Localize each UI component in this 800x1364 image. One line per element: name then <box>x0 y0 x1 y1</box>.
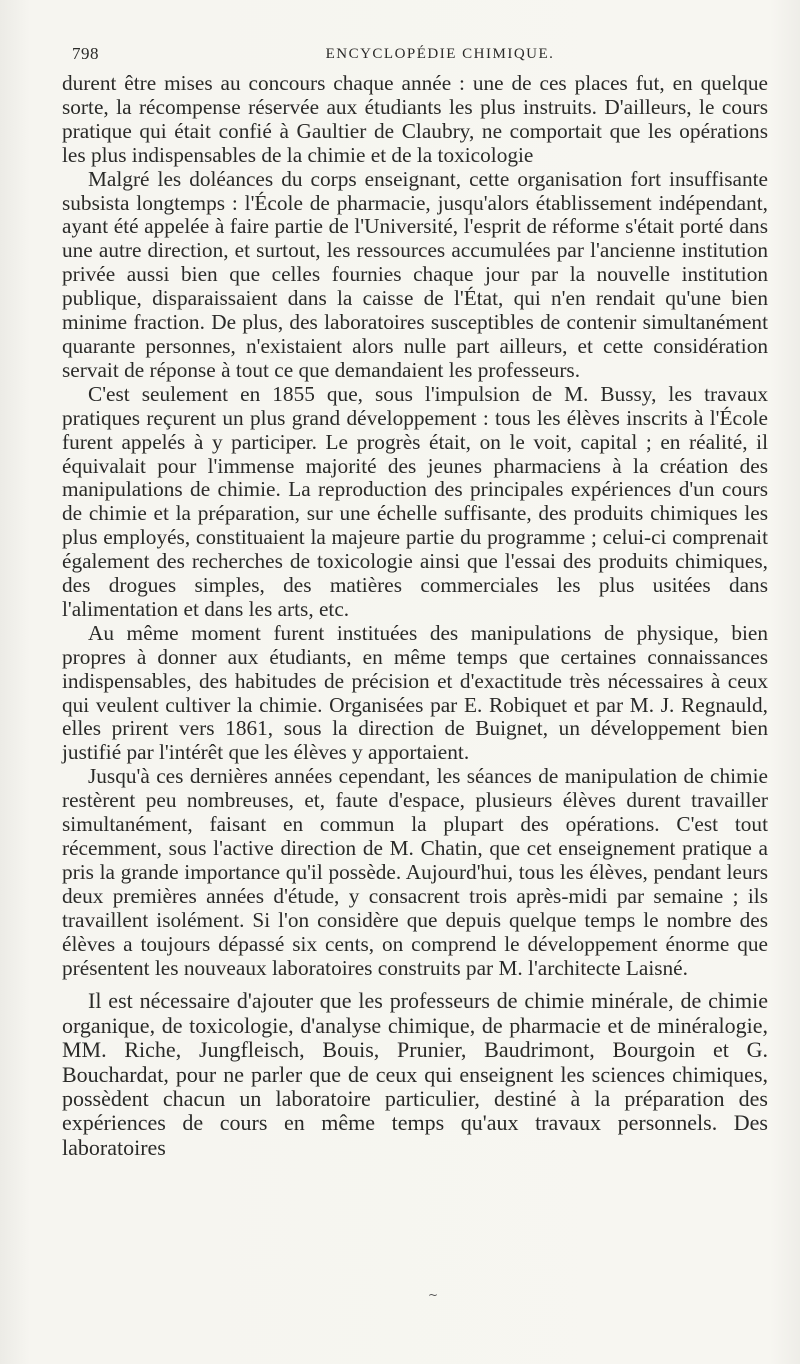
paragraph-continued: durent être mises au concours chaque année : une de ces places fut, en quelque sorte, la récompense réservée aux étudiants les plus instruits. D'ailleurs, le cours pratique qui était confié à Gaultier de Claubry, ne comportait que les opérations les plus indispensables de la chimie et de la toxicologie <box>62 71 768 167</box>
paragraph: Malgré les doléances du corps enseignant, cette organisation fort insuffisante subsista longtemps : l'École de pharmacie, jusqu'alors établissement indépendant, ayant été appelée à faire partie de l'Université, l'esprit de réforme s'était porté dans une autre direction, et surtout, les ressources accumulées par l'ancienne institution privée aussi bien que celles fournies chaque jour par la nouvelle institution publique, disparaissaient dans la caisse de l'État, qui n'en rendait qu'une bien minime fraction. De plus, des laboratoires susceptibles de contenir simultanément quarante personnes, n'existaient alors nulle part ailleurs, et cette considération servait de réponse à tout ce que demandaient les professeurs. <box>62 166 768 382</box>
page-number: 798 <box>72 44 99 63</box>
running-title: ENCYCLOPÉDIE CHIMIQUE. <box>325 46 555 62</box>
page-header <box>72 44 768 70</box>
paragraph: Il est nécessaire d'ajouter que les professeurs de chimie minérale, de chimie organique, de toxicologie, d'analyse chimique, de pharmacie et de minéralogie, MM. Riche, Jungfleisch, Bouis, Prunier, Baudrimont, Bourgoin et G. Bouchardat, pour ne parler que de ceux qui enseignent les sciences chimiques, possèdent chacun un laboratoire particulier, destiné à la préparation des expériences de cours en même temps qu'aux travaux personnels. Des laboratoires <box>62 988 768 1160</box>
signature-mark: ~ <box>428 1288 439 1302</box>
body-text <box>62 72 768 1160</box>
paragraph: C'est seulement en 1855 que, sous l'impulsion de M. Bussy, les travaux pratiques reçurent un plus grand développement : tous les élèves inscrits à l'École furent appelés à y participer. Le progrès était, on le voit, capital ; en réalité, il équivalait pour l'immense majorité des jeunes pharmaciens à la création des manipulations de chimie. La reproduction des principales expériences d'un cours de chimie et la préparation, sur une échelle suffisante, des produits chimiques les plus employés, constituaient la majeure partie du programme ; celui-ci comprenait également des recherches de toxicologie ainsi que l'essai des produits chimiques, des drogues simples, des matières commerciales les plus usitées dans l'alimentation et dans les arts, etc. <box>62 381 768 621</box>
paragraph: Jusqu'à ces dernières années cependant, les séances de manipulation de chimie restèrent peu nombreuses, et, faute d'espace, plusieurs élèves durent travailler simultanément, faisant en commun la plupart des opérations. C'est tout récemment, sous l'active direction de M. Chatin, que cet enseignement pratique a pris la grande importance qu'il possède. Aujourd'hui, tous les élèves, pendant leurs deux premières années d'étude, y consacrent trois après-midi par semaine ; ils travaillent isolément. Si l'on considère que depuis quelque temps le nombre des élèves a toujours dépassé six cents, on comprend le développement énorme que présentent les nouveaux laboratoires construits par M. l'architecte Laisné. <box>62 764 768 980</box>
paragraph: Au même moment furent instituées des manipulations de physique, bien propres à donner aux étudiants, en même temps que certaines connaissances indispensables, des habitudes de précision et d'exactitude très nécessaires à ceux qui veulent cultiver la chimie. Organisées par E. Robiquet et par M. J. Regnauld, elles prirent vers 1861, sous la direction de Buignet, un développement bien justifié par l'intérêt que les élèves y apportaient. <box>62 620 768 765</box>
